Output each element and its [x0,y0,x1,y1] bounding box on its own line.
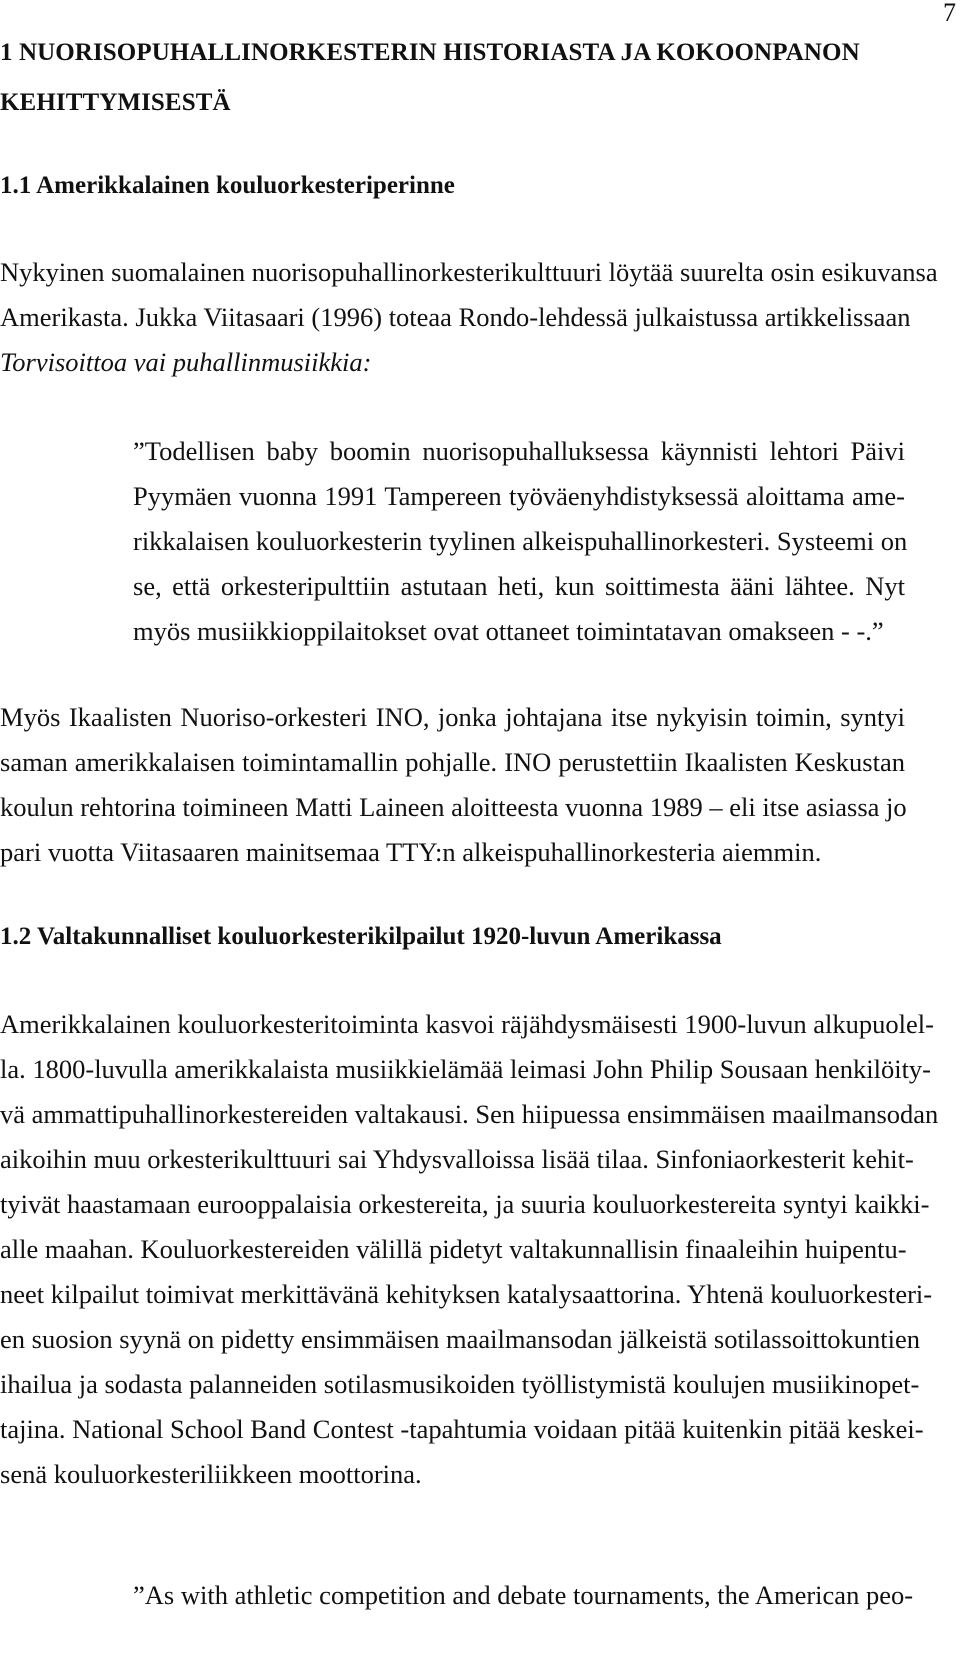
paragraph-line: Nykyinen suomalainen nuorisopuhallinorkesterikulttuuri löytää suurelta osin esikuvansa [0,257,938,287]
quote-line: rikkalaisen kouluorkesterin tyylinen alkeispuhallinorkesteri. Systeemi on [133,526,908,556]
paragraph-line: Amerikasta. Jukka Viitasaari (1996) toteaa Rondo-lehdessä julkaistussa artikkelissaan [0,302,911,332]
chapter-heading-line-2: KEHITTYMISESTÄ [0,89,231,116]
quote-line: se, että orkesteripulttiin astutaan heti, kun soittimesta ääni lähtee. Nyt [133,571,905,601]
section-heading-1-2: 1.2 Valtakunnalliset kouluorkesterikilpailut 1920-luvun Amerikassa [0,923,722,950]
paragraph-line-italic-title: Torvisoittoa vai puhallinmusiikkia: [0,347,372,377]
paragraph-line: la. 1800-luvulla amerikkalaista musiikkielämää leimasi John Philip Sousaan henkilöity- [0,1054,932,1084]
paragraph-line: aikoihin muu orkesterikulttuuri sai Yhdysvalloissa lisää tilaa. Sinfoniaorkesterit kehit- [0,1144,914,1174]
paragraph-line: en suosion syynä on pidetty ensimmäisen maailmansodan jälkeistä sotilassoittokuntien [0,1324,921,1354]
quote-line: ”Todellisen baby boomin nuorisopuhalluksessa käynnisti lehtori Päivi [133,436,905,466]
paragraph-line: saman amerikkalaisen toimintamallin pohjalle. INO perustettiin Ikaalisten Keskustan [0,747,905,777]
paragraph-line: koulun rehtorina toimineen Matti Laineen aloitteesta vuonna 1989 – eli itse asiassa jo [0,792,907,822]
paragraph-line: senä kouluorkesteriliikkeen moottorina. [0,1459,422,1489]
page-number: 7 [943,0,956,27]
paragraph-line: vä ammattipuhallinorkestereiden valtakausi. Sen hiipuessa ensimmäisen maailmansodan [0,1099,939,1129]
paragraph-line: ihailua ja sodasta palanneiden sotilasmusikoiden työllistymistä koulujen musiikinopet- [0,1369,920,1399]
chapter-heading-line-1: 1 NUORISOPUHALLINORKESTERIN HISTORIASTA JA KOKOONPANON [0,39,860,66]
section-heading-1-1: 1.1 Amerikkalainen kouluorkesteriperinne [0,172,455,199]
quote-line: myös musiikkioppilaitokset ovat ottaneet toimintatavan omakseen - -.” [133,616,884,646]
quote-line: Pyymäen vuonna 1991 Tampereen työväenyhdistyksessä aloittama ame- [133,481,905,511]
paragraph-line: alle maahan. Kouluorkestereiden välillä pidetyt valtakunnallisin finaaleihin huipentu- [0,1234,907,1264]
paragraph-line: Amerikkalainen kouluorkesteritoiminta kasvoi räjähdysmäisesti 1900-luvun alkupuolel- [0,1009,934,1039]
paragraph-line: pari vuotta Viitasaaren mainitsemaa TTY:n alkeispuhallinorkesteria aiemmin. [0,837,822,867]
paragraph-line: tyivät haastamaan eurooppalaisia orkestereita, ja suuria kouluorkestereita syntyi kaikki- [0,1189,930,1219]
paragraph-line: tajina. National School Band Contest -tapahtumia voidaan pitää kuitenkin pitää keskei- [0,1414,924,1444]
quote-line: ”As with athletic competition and debate tournaments, the American peo- [133,1580,914,1610]
paragraph-line: neet kilpailut toimivat merkittävänä kehityksen katalysaattorina. Yhtenä kouluorkesteri- [0,1279,933,1309]
paragraph-line: Myös Ikaalisten Nuoriso-orkesteri INO, jonka johtajana itse nykyisin toimin, syntyi [0,702,905,732]
